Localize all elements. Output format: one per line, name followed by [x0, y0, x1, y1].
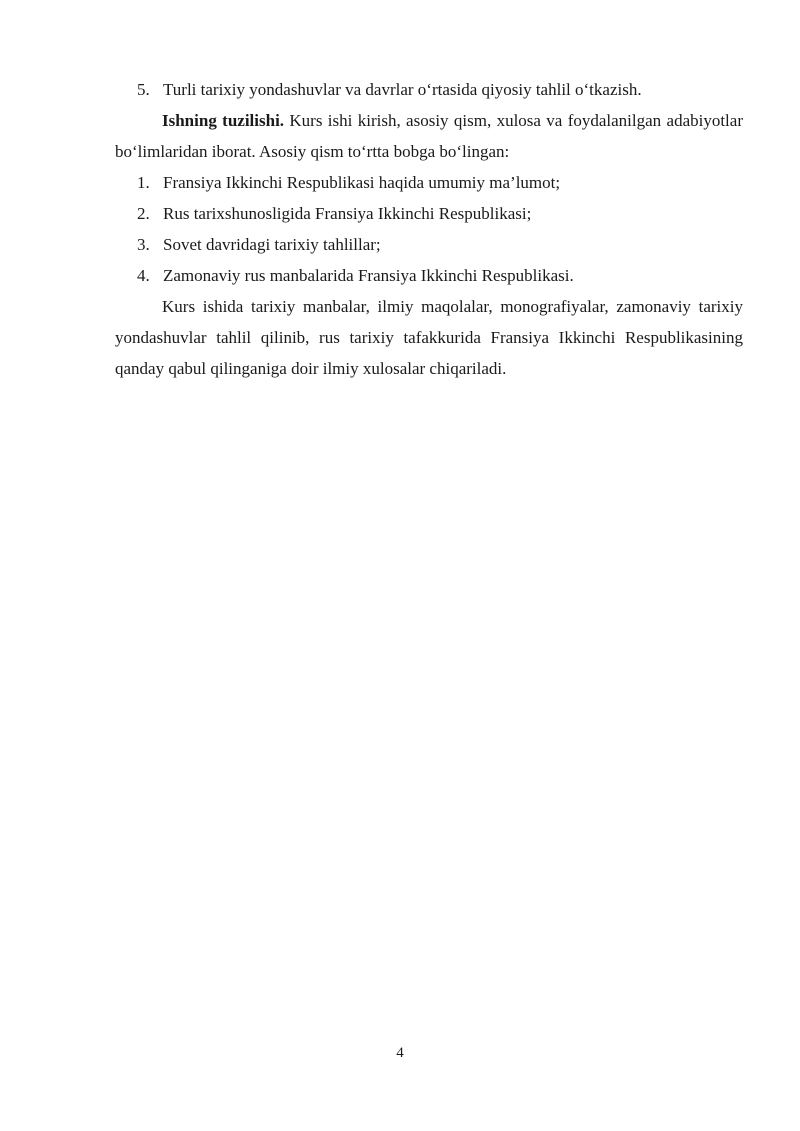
list-item-5 [115, 74, 743, 105]
chapter-text: Zamonaviy rus manbalarida Fransiya Ikkinchi Respublikasi. [163, 266, 574, 285]
chapter-number: 1. [137, 173, 150, 192]
chapter-item-2 [115, 198, 743, 229]
chapter-item-1 [115, 167, 743, 198]
chapter-item-4 [115, 260, 743, 291]
chapter-number: 4. [137, 266, 150, 285]
list-number: 5. [137, 80, 150, 99]
chapter-text: Fransiya Ikkinchi Respublikasi haqida umumiy ma’lumot; [163, 173, 561, 192]
page-number: 4 [396, 1045, 404, 1061]
structure-text: Kurs ishi kirish, asosiy qism, xulosa va foydalanilgan adabiyotlar bo‘limlaridan iborat. Asosiy qism to‘rtta bobga bo‘lingan: [115, 111, 743, 161]
list-text: Turli tarixiy yondashuvlar va davrlar o‘rtasida qiyosiy tahlil o‘tkazish. [163, 80, 642, 99]
structure-lead: Ishning tuzilishi. [162, 111, 285, 130]
chapter-number: 2. [137, 204, 150, 223]
document-page [115, 74, 743, 384]
chapter-text: Rus tarixshunosligida Fransiya Ikkinchi Respublikasi; [163, 204, 532, 223]
chapter-item-3 [115, 229, 743, 260]
structure-paragraph [115, 105, 743, 167]
chapter-number: 3. [137, 235, 150, 254]
chapter-text: Sovet davridagi tarixiy tahlillar; [163, 235, 381, 254]
closing-paragraph: Kurs ishida tarixiy manbalar, ilmiy maqolalar, monografiyalar, zamonaviy tarixiy yondashuvlar tahlil qilinib, rus tarixiy tafakkurida Fransiya Ikkinchi Respublikasining qanday qabul qilinganiga doir ilmiy xulosalar chiqariladi. [115, 297, 743, 378]
